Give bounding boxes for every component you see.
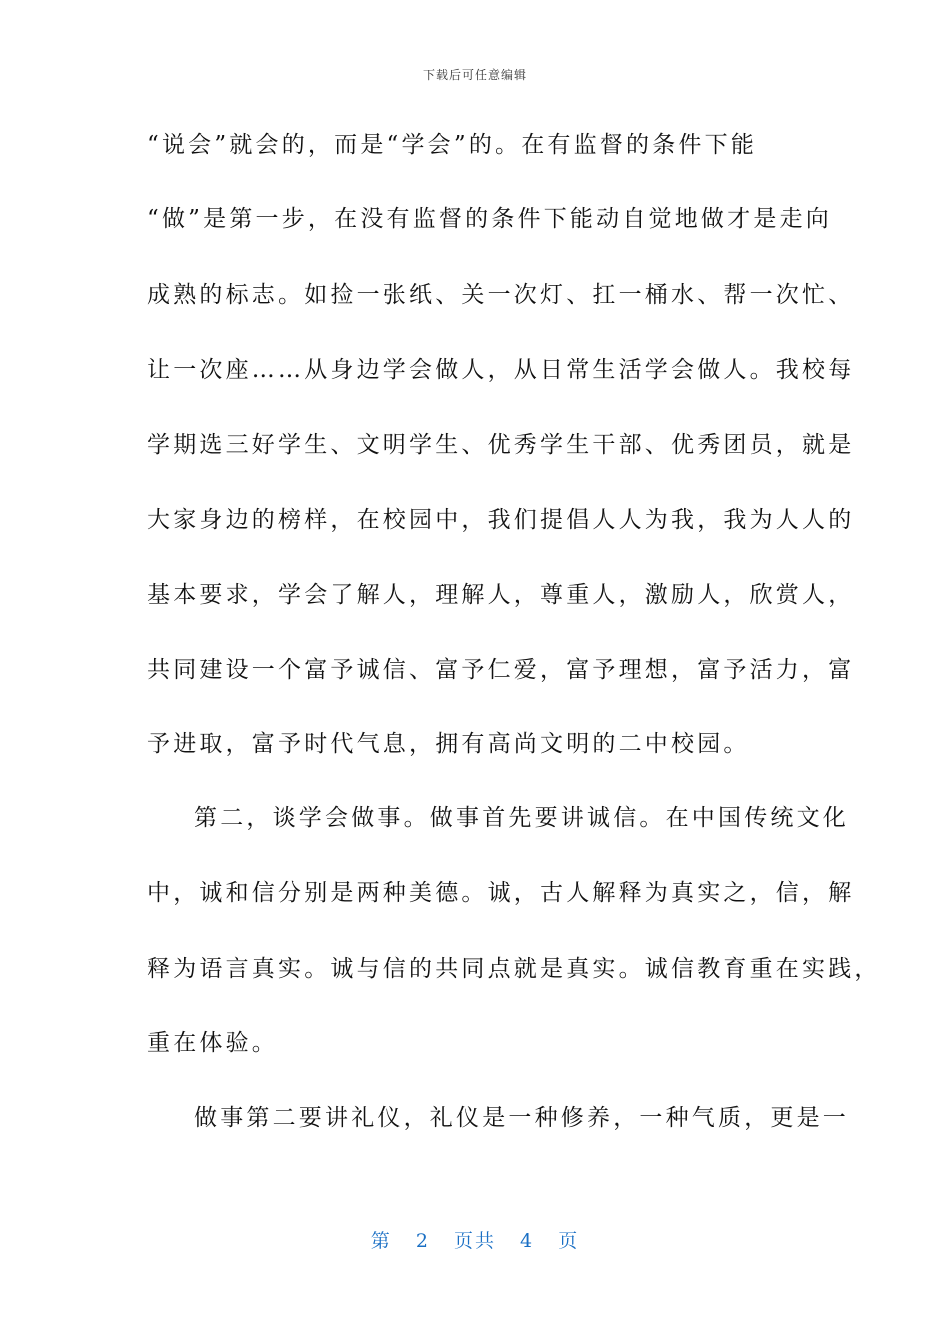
text-line: 予进取，富予时代气息，拥有高尚文明的二中校园。 [147, 731, 750, 757]
text-line: 中，诚和信分别是两种美德。诚，古人解释为真实之，信，解 [147, 880, 855, 906]
text-line: 学期选三好学生、文明学生、优秀学生干部、优秀团员，就是 [147, 432, 855, 458]
text-line: 共同建设一个富予诚信、富予仁爱，富予理想，富予活力，富 [147, 657, 855, 683]
text-line: 释为语言真实。诚与信的共同点就是真实。诚信教育重在实践， [147, 956, 881, 982]
text-line: “说会”就会的，而是“学会”的。在有监督的条件下能 [147, 132, 758, 158]
text-line: 成熟的标志。如捡一张纸、关一次灯、扛一桶水、帮一次忙、 [147, 282, 855, 308]
total-page-number: 4 [520, 1230, 535, 1252]
footer-suffix: 页 [558, 1230, 580, 1252]
page-footer [0, 1226, 950, 1253]
text-line: 让一次座……从身边学会做人，从日常生活学会做人。我校每 [147, 357, 855, 383]
page-header: 下载后可任意编辑 [422, 68, 527, 82]
footer-prefix: 第 [370, 1230, 392, 1252]
paragraph-first-line: 第二，谈学会做事。做事首先要讲诚信。在中国传统文化 [194, 805, 849, 831]
text-line: “做”是第一步，在没有监督的条件下能动自觉地做才是走向 [147, 206, 832, 232]
footer-middle: 页共 [453, 1230, 496, 1252]
text-line: 基本要求，学会了解人，理解人，尊重人，激励人，欣赏人， [147, 582, 855, 608]
text-line: 大家身边的榜样，在校园中，我们提倡人人为我，我为人人的 [147, 507, 855, 533]
paragraph-first-line: 做事第二要讲礼仪，礼仪是一种修养，一种气质，更是一 [194, 1105, 849, 1131]
current-page-number: 2 [415, 1230, 430, 1252]
text-line: 重在体验。 [147, 1030, 278, 1056]
